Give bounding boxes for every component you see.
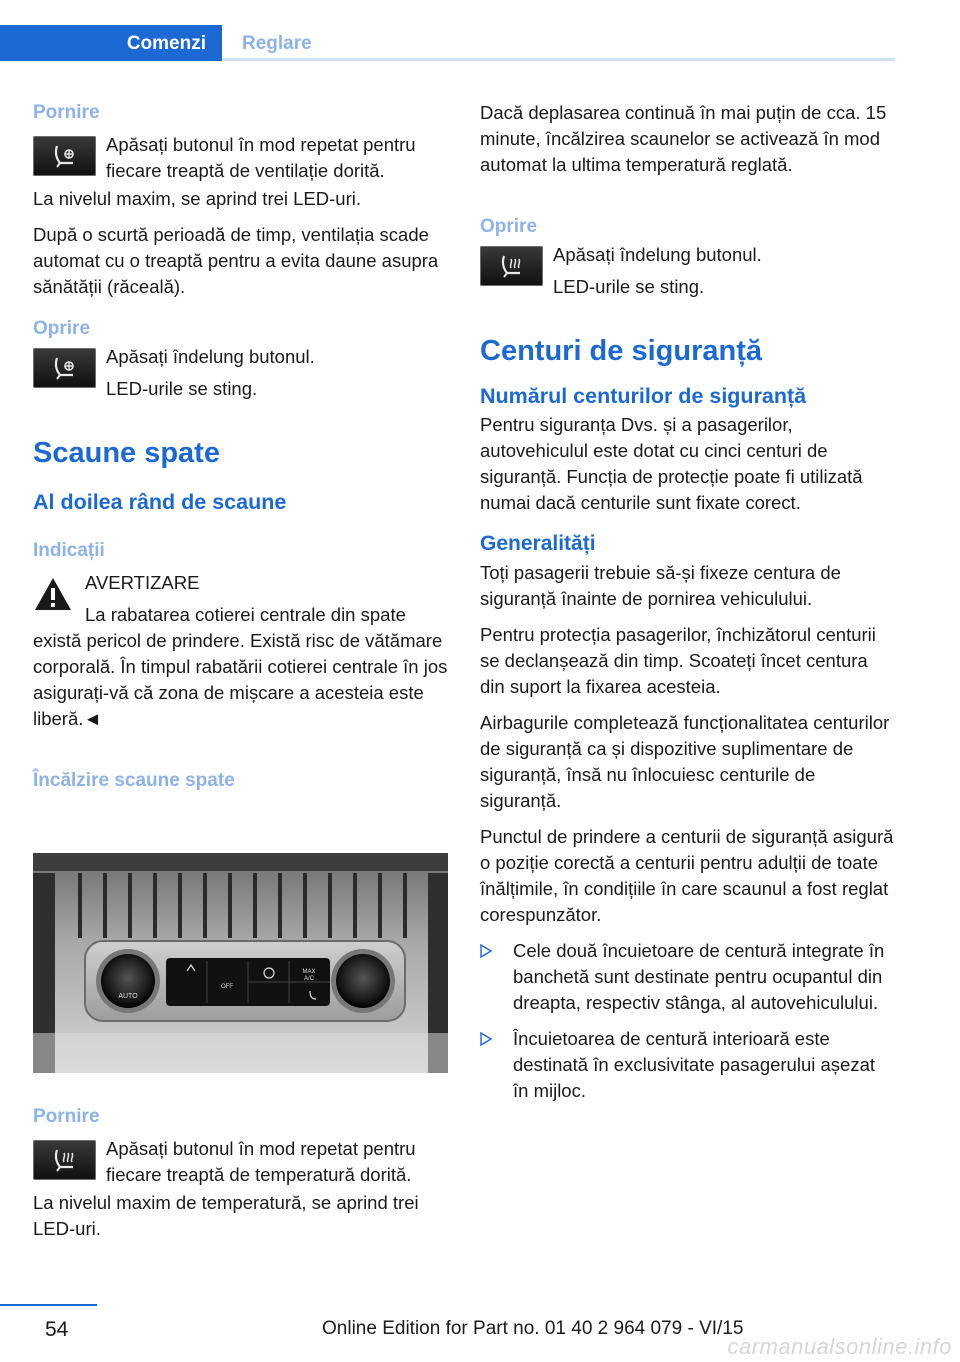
ventilation-start-row [33, 132, 448, 184]
right-column [480, 100, 895, 1114]
seat-heating-button-icon [480, 246, 543, 286]
general-text-4: Punctul de prindere a centurii de siguranță asigură o poziție corectă a centurii pentru adulții de toate înălțimile, în condițiile în care scaunul a fost reglat corespunzător. [480, 826, 894, 925]
tab-comenzi-label: Comenzi [126, 33, 206, 54]
chapter-tabs [0, 25, 895, 61]
off-label: OFF [221, 984, 233, 990]
ac-label: A/C [303, 976, 315, 982]
footer-rule [0, 1304, 97, 1306]
warning-block [33, 570, 448, 732]
left-column-bottom [33, 1104, 448, 1252]
stop-ventilation-text1: Apăsați îndelung butonul. [106, 346, 315, 367]
warning-triangle-icon [33, 576, 73, 612]
warning-text: La rabatarea cotierei centrale din spate există pericol de prindere. Există risc de vătămare corporală. În timpul rabatării cotierei centrale în jos asigurați-vă că zona de mișcare a acesteia este liberă.◄ [33, 604, 448, 729]
belt-count-text: Pentru siguranța Dvs. și a pasagerilor, autovehiculul este dotat cu cinci centuri de siguranță. Funcția de protecție poate fi utilizată numai dacă centurile sunt fixate corect. [480, 414, 863, 513]
subsection-title-second-row: Al doilea rând de scaune [33, 490, 287, 514]
start-ventilation-heading: Pornire [33, 102, 100, 123]
left-column [33, 100, 448, 794]
start-ventilation-text: Apăsați butonul în mod repetat pentru fiecare treaptă de ventilație dorită. [106, 134, 416, 181]
max-temp-text: La nivelul maxim de temperatură, se aprind trei LED-uri. [33, 1192, 419, 1239]
page-number: 54 [45, 1318, 69, 1341]
indications-heading: Indicații [33, 540, 105, 561]
stop-ventilation-text2: LED-urile se sting. [106, 378, 258, 399]
rear-seat-heating-heading: Încălzire scaune spate [33, 770, 235, 791]
list-item [480, 1026, 895, 1104]
ventilation-decrease-text: După o scurtă perioadă de timp, ventilația scade automat cu o treaptă pentru a evita daune asupra sănătății (răceală). [33, 224, 439, 297]
rear-climate-control-photo [33, 853, 448, 1073]
triangle-bullet-icon [480, 944, 492, 958]
section-title-rear-seats: Scaune spate [33, 437, 220, 469]
general-heading: Generalități [480, 532, 596, 555]
ventilation-stop-row [33, 344, 448, 402]
tab-comenzi[interactable] [0, 25, 222, 61]
seat-ventilation-button-icon [33, 136, 96, 176]
start-heating-heading: Pornire [33, 1106, 100, 1127]
start-heating-text: Apăsați butonul în mod repetat pentru fiecare treaptă de temperatură dorită. [106, 1138, 416, 1185]
list-item [480, 938, 895, 1016]
stop-heating-heading: Oprire [480, 216, 538, 237]
general-text-2: Pentru protecția pasagerilor, închizătorul centurii se declanșează din timp. Scoateți încet centura din suport la fixarea acesteia. [480, 624, 876, 697]
max-level-text: La nivelul maxim, se aprind trei LED-uri. [33, 188, 361, 209]
stop-ventilation-heading: Oprire [33, 318, 91, 339]
auto-heating-text: Dacă deplasarea continuă în mai puțin de cca. 15 minute, încălzirea scaunelor se activează în mod automat la ultima temperatură reglată. [480, 102, 887, 175]
subsection-title-belt-count: Numărul centurilor de siguranță [480, 384, 807, 408]
general-text-1: Toți pasagerii trebuie să-și fixeze centura de siguranță înainte de pornirea vehiculului. [480, 562, 841, 609]
heating-start-row [33, 1136, 448, 1188]
seat-ventilation-button-icon [33, 348, 96, 388]
tab-reglare-label: Reglare [242, 33, 312, 54]
watermark: carmanualsonline.info [727, 1334, 952, 1359]
stop-heating-text1: Apăsați îndelung butonul. [553, 244, 762, 265]
bullet-text-1: Cele două încuietoare de centură integrate în banchetă sunt destinate pentru ocupantul din dreapta, respectiv stânga, al autovehiculului. [513, 940, 885, 1013]
section-title-seat-belts: Centuri de siguranță [480, 335, 762, 367]
bullet-text-2: Încuietoarea de centură interioară este destinată în exclusivitate pasagerului așezat în mijloc. [513, 1028, 875, 1101]
tab-reglare[interactable] [223, 25, 895, 61]
warning-title: AVERTIZARE [85, 572, 200, 593]
max-label: MAX [302, 969, 316, 975]
auto-label: AUTO [118, 993, 138, 1000]
triangle-bullet-icon [480, 1032, 492, 1046]
heating-stop-row [480, 242, 895, 300]
seat-heating-button-icon [33, 1140, 96, 1180]
edition-text: Online Edition for Part no. 01 40 2 964 079 - VI/15 [322, 1318, 744, 1339]
stop-heating-text2: LED-urile se sting. [553, 276, 705, 297]
general-text-3: Airbagurile completează funcționalitatea centurilor de siguranță ca și dispozitive suplimentare de siguranță, însă nu înlocuiesc centurile de siguranță. [480, 712, 890, 811]
